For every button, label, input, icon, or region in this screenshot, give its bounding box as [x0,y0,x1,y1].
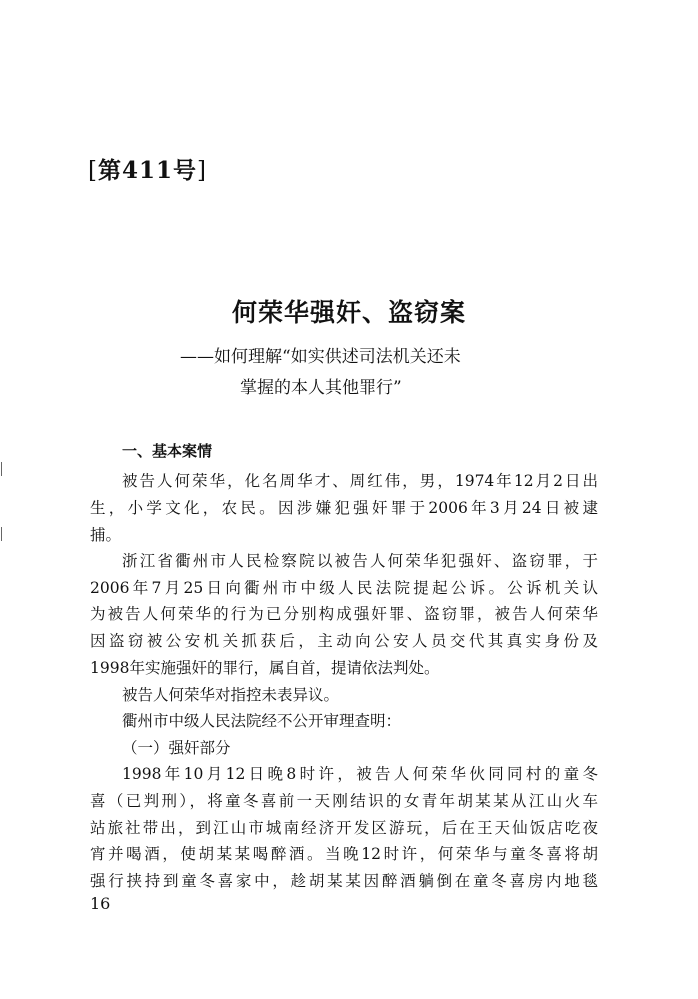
page-number: 16 [90,894,111,913]
body-line: 强行挟持到童冬喜家中，趁胡某某因醉酒躺倒在童冬喜房内地毯 [90,872,598,890]
margin-mark [1,462,2,476]
close-bracket: ] [197,158,207,184]
body-line: 站旅社带出，到江山市城南经济开发区游玩，后在王天仙饭店吃夜 [90,819,598,837]
open-bracket: [ [88,158,98,184]
margin-mark [1,527,2,541]
case-subtitle-line-1: ——如何理解“如实供述司法机关还未 [180,347,461,367]
case-number: 第411号 [97,157,197,184]
body-line: 宵并喝酒，使胡某某喝醉酒。当晚12时许，何荣华与童冬喜将胡 [90,845,598,863]
body-line: 因盗窃被公安机关抓获后，主动向公安人员交代其真实身份及 [90,632,598,650]
body-line: 衢州市中级人民法院经不公开审理查明： [122,712,402,730]
case-subtitle-line-2: 掌握的本人其他罪行” [240,378,402,398]
body-line: 喜（已判刑），将童冬喜前一天刚结识的女青年胡某某从江山火车 [90,792,598,810]
body-line: 1998年实施强奸的罪行，属自首，提请依法判处。 [90,659,440,677]
body-line: 生，小学文化，农民。因涉嫌犯强奸罪于2006年3月24日被逮 [90,499,598,517]
case-title: 何荣华强奸、盗窃案 [231,298,466,327]
body-line: 2006年7月25日向衢州市中级人民法院提起公诉。公诉机关认 [90,579,598,597]
body-line: 1998年10月12日晚8时许，被告人何荣华伙同同村的童冬 [122,765,598,783]
body-line: 被告人何荣华，化名周华才、周红伟，男，1974年12月2日出 [122,472,598,490]
body-line: 被告人何荣华对指控未表异议。 [122,686,340,704]
body-line: 浙江省衢州市人民检察院以被告人何荣华犯强奸、盗窃罪，于 [122,552,598,570]
case-number-label [88,152,207,185]
body-line: （一）强奸部分 [122,739,231,757]
body-line: 为被告人何荣华的行为已分别构成强奸罪、盗窃罪，被告人何荣华 [90,605,598,623]
body-line: 捕。 [90,526,122,544]
section-heading: 一、基本案情 [122,442,213,460]
